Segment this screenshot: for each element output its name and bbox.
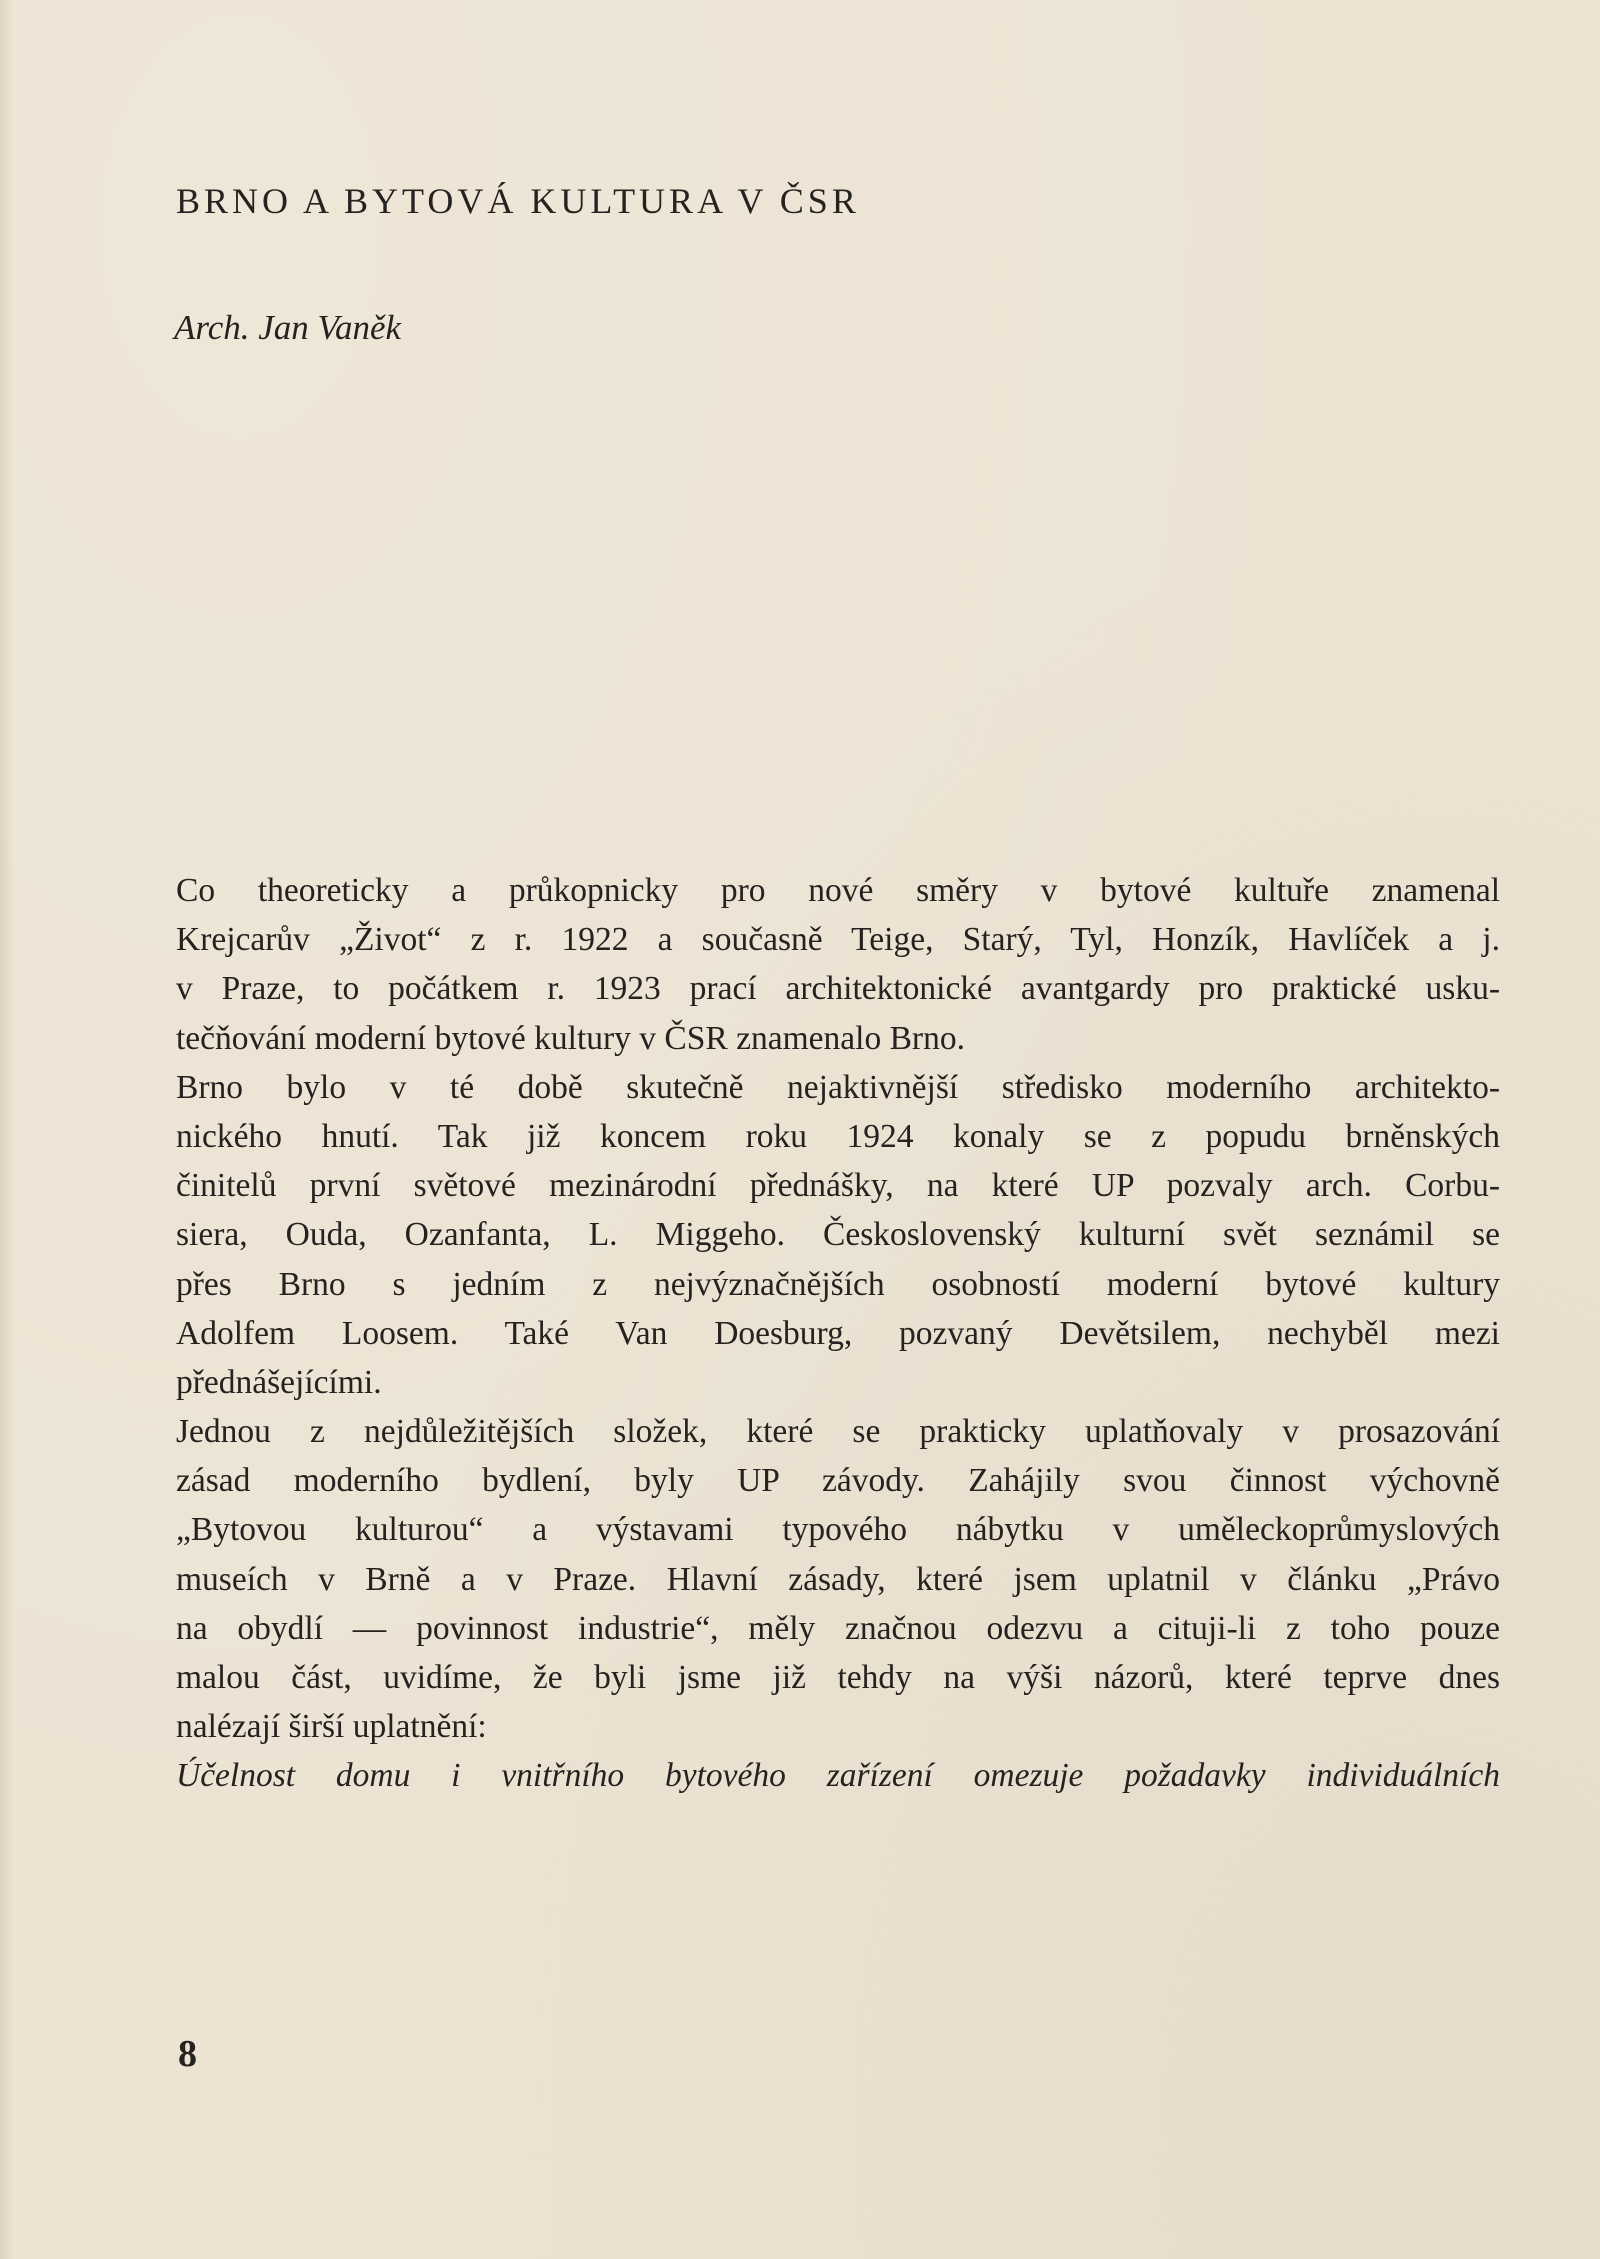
text-line: Adolfem Loosem. Také Van Doesburg, pozvaný Devětsilem, nechyběl mezi	[176, 1314, 1500, 1352]
text-line: Co theoreticky a průkopnicky pro nové směry v bytové kultuře znamenal	[176, 872, 1500, 909]
text-line: Krejcarův „Život“ z r. 1922 a současně Teige, Starý, Tyl, Honzík, Havlíček a j.	[176, 921, 1500, 959]
page-edge-shadow	[0, 0, 14, 2259]
text-line: zásad moderního bydlení, byly UP závody. Zahájily svou činnost výchovně	[176, 1462, 1500, 1500]
article-title: BRNO A BYTOVÁ KULTURA V ČSR	[176, 181, 860, 221]
text-line: na obydlí — povinnost industrie“, měly značnou odezvu a cituji-li z toho pouze	[176, 1609, 1500, 1647]
article-body	[176, 866, 1500, 1801]
text-line: „Bytovou kulturou“ a výstavami typového nábytku v uměleckoprůmyslových	[176, 1511, 1500, 1549]
text-line: nalézají širší uplatnění:	[176, 1708, 487, 1746]
text-line: malou část, uvidíme, že byli jsme již tehdy na výši názorů, které teprve dnes	[176, 1659, 1500, 1696]
text-line: nického hnutí. Tak již koncem roku 1924 konaly se z popudu brněnských	[176, 1117, 1500, 1155]
text-line: tečňování moderní bytové kultury v ČSR znamenalo Brno.	[176, 1019, 965, 1057]
text-line: museích v Brně a v Praze. Hlavní zásady, které jsem uplatnil v článku „Právo	[176, 1560, 1500, 1598]
text-line: činitelů první světové mezinárodní přednášky, na které UP pozvaly arch. Corbu-	[176, 1167, 1500, 1205]
text-line-italic: Účelnost domu i vnitřního bytového zařízení omezuje požadavky individuálních	[176, 1757, 1500, 1795]
text-line: přes Brno s jedním z nejvýznačnějších osobností moderní bytové kultury	[176, 1265, 1500, 1303]
text-line: Jednou z nejdůležitějších složek, které se prakticky uplatňovaly v prosazování	[176, 1413, 1500, 1451]
article-author: Arch. Jan Vaněk	[174, 308, 402, 347]
text-line: siera, Ouda, Ozanfanta, L. Miggeho. Československý kulturní svět seznámil se	[176, 1216, 1500, 1254]
text-line: přednášejícími.	[176, 1363, 382, 1401]
text-line: Brno bylo v té době skutečně nejaktivnější středisko moderního architekto-	[176, 1068, 1500, 1106]
page-number: 8	[178, 2033, 197, 2075]
text-line: v Praze, to počátkem r. 1923 prací architektonické avantgardy pro praktické usku-	[176, 970, 1500, 1008]
